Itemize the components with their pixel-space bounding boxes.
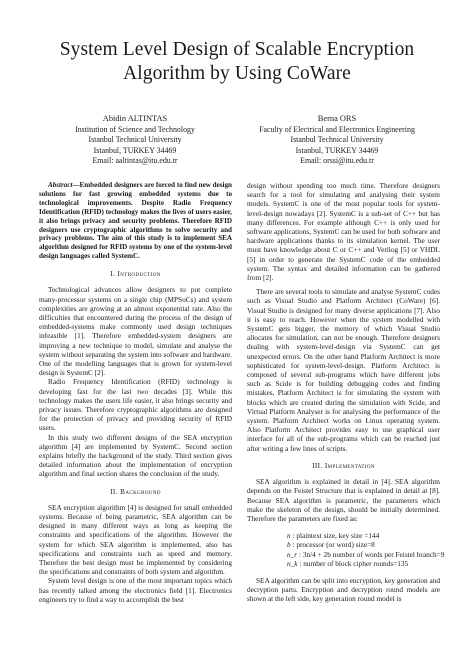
section-title: Introduction [117, 270, 161, 279]
author-affiliation: Faculty of Electrical and Electronics Engineering [259, 124, 415, 134]
parameter-symbol: b [287, 540, 291, 550]
paper-title [20, 38, 454, 86]
title-line: Algorithm by Using CoWare [123, 63, 351, 84]
author-affiliation: Istanbul Technical University [290, 135, 384, 145]
intro-paragraph: Radio Frequency Identification (RFID) technology is developing fast for the last two decades [3]. While this technology makes the users life easier, it also brings security and privacy issues. Therefore cryptographic algorithms are designed for the protection of privacy and providing security of RFID users. [39, 377, 232, 433]
author-affiliation: Istanbul, TURKEY 34469 [93, 145, 177, 155]
parameter-text: : processor (or word) size=8 [290, 540, 375, 550]
section-heading-intro [39, 270, 232, 279]
parameter-symbol: n_k [287, 558, 298, 568]
left-column [39, 181, 232, 604]
abstract-text: —Embedded designers are forced to find new design solutions for fast growing embedded systems due to technological improvements. Despite Radio Frequency Identification (RFID) technology makes the lives of users easier, it also brings privacy and security problems. Therefore RFID designers use cryptographic algorithms to solve security and privacy problems. The aim of this study is to implement SEA algorithm designed for RFID systems by one of the system-level design languages called SystemC. [39, 181, 232, 261]
section-heading-background [39, 488, 232, 497]
section-numeral: III. [312, 461, 323, 470]
parameter-item [287, 559, 440, 568]
author-email[interactable]: Email: orssi@itu.edu.tr [300, 156, 374, 166]
right-column [247, 181, 445, 604]
author-block-2 [232, 114, 442, 167]
author-block-1 [30, 114, 240, 167]
abstract [39, 181, 232, 261]
author-name: Abidin ALTINTAS [102, 114, 168, 123]
author-name: Berna ORS [317, 114, 357, 123]
author-email[interactable]: Email: aaltintas@itu.edu.tr [92, 156, 178, 166]
body-paragraph: There are several tools to simulate and analyse SystemC codes such as Visual Studio and Platform Architect (CoWare) [6]. Visual Studio is designed for many diverse applications [7]. Also it is easy to reach. However when the system modelled with SystemC gets bigger, the memory of which Visual Studio allocates for simulation, can not be enough. Therefore designers dealing with system-level-design via SystemC can get unexpected errors. On the other hand Platform Architect is more sophisticated for system-level-design. Platform Architect is composed of several sub-programs which have different jobs such as Scide is for building debugging codes and finding mistakes, Platform Architect is for simulating the system with blocks which are created during the simulation with Scide, and Virtual Platform Analyser is for analysing the performance of the system. Platform Architect works on Linux operating system. Also Platform Architect provides easy to use graphical user interface for all of the sub-programs which can be reached just after writing a few lines of scripts. [247, 287, 440, 453]
abstract-lead: Abstract [48, 181, 73, 189]
parameter-item [287, 540, 440, 549]
parameter-symbol: n_r [287, 549, 298, 559]
parameter-text: : plaintext size, key size =144 [290, 531, 380, 541]
parameter-item [287, 549, 445, 559]
parameter-list [287, 531, 445, 568]
author-affiliation: Istanbul, TURKEY 34469 [295, 145, 379, 155]
parameter-item [287, 531, 440, 540]
section-numeral: I. [110, 270, 116, 279]
author-affiliation: Institution of Science and Technology [75, 124, 195, 134]
implementation-paragraph: SEA algorithm can be split into encryption, key generation and decryption parts. Encryption and decryption round models are shown at the left side, key generation round model is [247, 575, 441, 604]
body-paragraph: design without spending too much time. Therefore designers search for a tool for simulating and analysing their system models. SystemC is one of the most popular tools for system-level-design nowadays [2]. SystemC is a sub-set of C++ but has many differences. For example although C++ is only used for software applications, SystemC can be used for both software and hardware applications thanks to its simulation kernel. The user must have knowledge about C or C++ and Verilog [5] or VHDL [5] in order to generate the SystemC code of the embedded system. The syntax and detailed information can be gathered from [2]. [247, 181, 440, 283]
parameter-text: : 3n/4 + 2b number of words per Feistel branch=9 [297, 549, 445, 559]
background-paragraph: SEA encryption algorithm [4] is designed for small embedded systems. Because of being parametric, SEA algorithm can be designed in many different ways as long as keeping the constraints and specifications of the algorithm. However the system for which SEA algorithm is implemented, also has specifications and constraints such as speed and memory. Therefore the best design must be implemented by considering the specifications and constraints of both system and algorithm. [39, 502, 232, 577]
implementation-paragraph: SEA algorithm is explained in detail in [4]. SEA algorithm depends on the Feistel Structure that is explained in detail at [8]. Because SEA algorithm is parametric, the parameters which make the skeleton of the design, should be initially determined. Therefore the parameters are fixed as: [247, 477, 440, 523]
section-numeral: II. [110, 487, 118, 496]
author-affiliation: Istanbul Technical University [88, 135, 182, 145]
parameter-symbol: n [287, 531, 291, 541]
section-heading-implementation [247, 462, 440, 471]
intro-paragraph: In this study two different designs of the SEA encryption algorithm [4] are implemented by SystemC. Second section explains briefly the background of the study. Third section gives detailed information about the implementation of encryption algorithm and final section shares the conclusion of the study. [39, 432, 232, 479]
section-title: Implementation [324, 461, 375, 470]
parameter-text: : number of block cipher rounds=135 [297, 558, 409, 568]
intro-paragraph: Technological advances allow designers to put complete many-processor systems on a single chip (MPSoCs) and system complexities are growing at an almost exponential rate. Also the difficulties that encountered during the process of the design of embedded-systems make commonly used design techniques infeasible [1]. Therefore embedded-system designers are improving a new technique to model, simulate and analyse the system without separating the system into software and hardware. One of the modelling languages that is grown for system-level design is SystemC [2]. [39, 285, 232, 378]
title-line: System Level Design of Scalable Encryption [59, 39, 415, 60]
background-paragraph: System level design is one of the most important topics which has recently talked among the electronics field [1]. Electronics engineers try to find a way to accomplish the best [39, 576, 232, 604]
section-title: Background [120, 487, 161, 496]
